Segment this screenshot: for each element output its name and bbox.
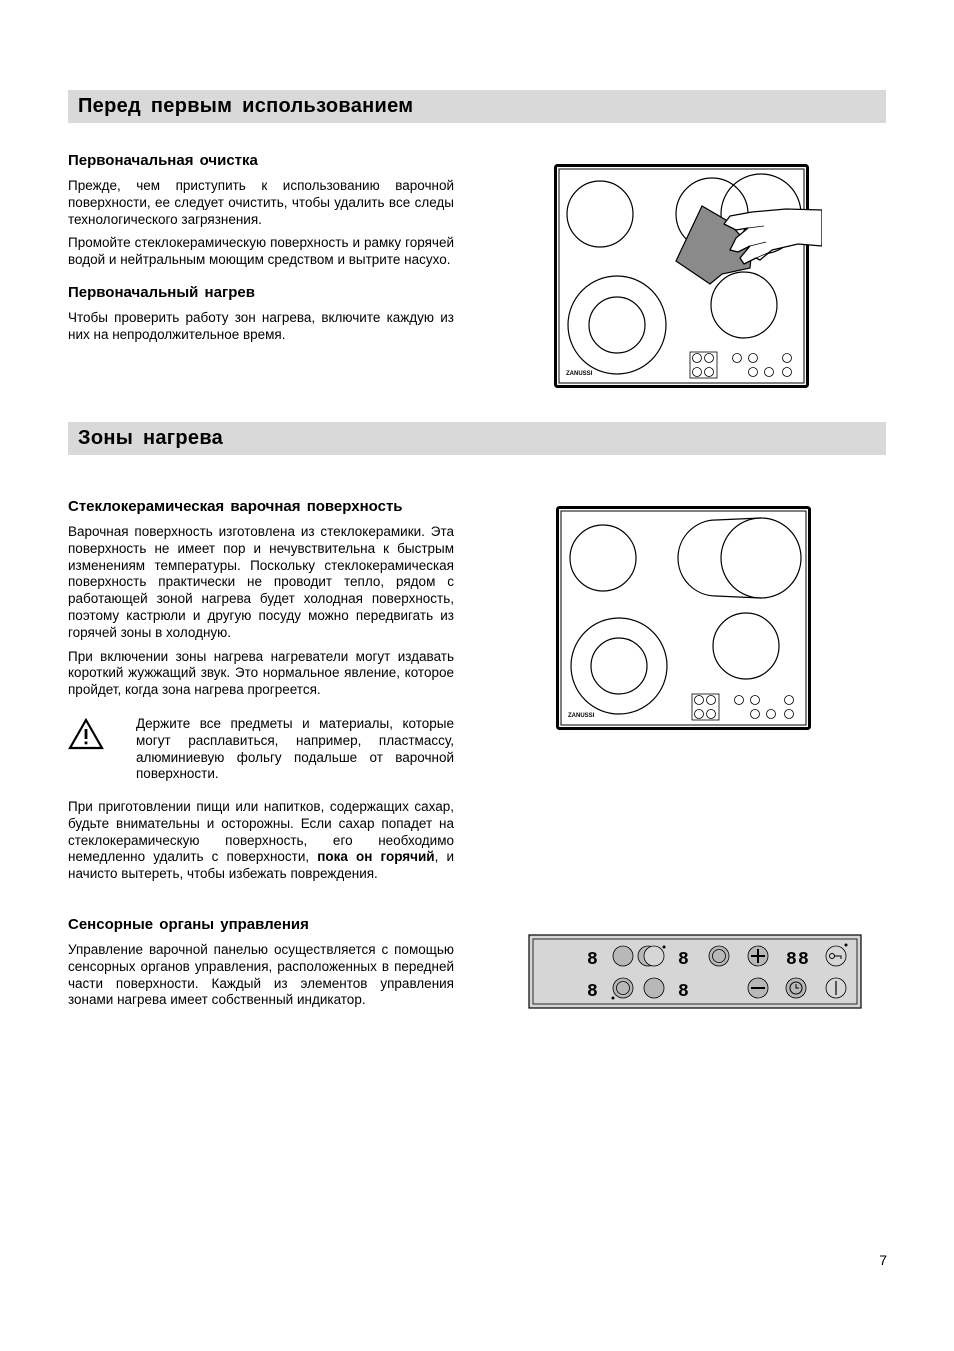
cleaning-paragraph-1: Прежде, чем приступить к использованию варочной поверхности, ее следует очистить, чтобы удалить все следы технологического загрязнения.	[68, 178, 454, 227]
ceramic-paragraph-2: При включении зоны нагрева нагреватели могут издавать короткий жужжащий звук. Это нормальное явление, которое пройдет, когда зона нагрева прогреется.	[68, 648, 454, 698]
zone-display: 8	[587, 950, 598, 970]
sugar-paragraph: При приготовлении пищи или напитков, содержащих сахар, будьте внимательны и осторожны. Если сахар попадет на стеклокерамическую поверхность, его необходимо немедленно удалить с поверхности, пока он горячий, и начисто вытереть, чтобы избежать повреждения.	[68, 799, 455, 882]
page-number: 7	[879, 1252, 887, 1268]
section-title: Зоны нагрева	[78, 427, 224, 449]
zone-display: 8	[587, 982, 598, 1002]
section-header-first-use	[68, 90, 886, 123]
heating-heading: Первоначальный нагрев	[68, 283, 255, 301]
zone-touch-key	[613, 946, 633, 966]
timer-display: 8	[798, 950, 809, 970]
ceramic-heading: Стеклокерамическая варочная поверхность	[68, 498, 403, 515]
dual-zone-key	[709, 946, 729, 966]
brand-logo: ZANUSSI	[566, 371, 593, 377]
zone-display: 8	[678, 950, 689, 970]
section-header-zones	[68, 422, 886, 455]
initial-cleaning-block	[68, 152, 454, 344]
ceramic-paragraph-1: Варочная поверхность изготовлена из стеклокерамики. Эта поверхность не имеет пор и нечувствительна к быстрым изменениям температуры. Поскольку стеклокерамическая поверхность практически не проводит тепло, рядом с работающей зоной нагрева будет холодная поверхность, поэтому кастрюли и другую посуду можно передвигать из горячей зоны в холодную.	[68, 524, 454, 640]
cleaning-paragraph-2: Промойте стеклокерамическую поверхность и рамку горячей водой и нейтральным моющим средством и вытрите насухо.	[68, 235, 454, 268]
zone-touch-key	[613, 978, 633, 998]
warning-text: Держите все предметы и материалы, которые могут расплавиться, например, пластмассу, алюминиевую фольгу подальше от варочной поверхности.	[136, 716, 454, 782]
zone-display: 8	[678, 982, 689, 1002]
hob-zones-illustration	[556, 506, 812, 731]
section-title: Перед первым использованием	[78, 95, 414, 117]
control-panel-illustration	[528, 934, 862, 1010]
cleaning-heading: Первоначальная очистка	[68, 152, 258, 169]
brand-logo: ZANUSSI	[568, 713, 595, 719]
controls-paragraph: Управление варочной панелью осуществляется с помощью сенсорных органов управления, расположенных в передней части поверхности. Каждый из элементов управления зонами нагрева имеет собственный индикатор.	[68, 942, 454, 1008]
ceramic-surface-block	[68, 498, 454, 699]
zone-touch-key	[644, 978, 664, 998]
hob-cleaning-illustration	[554, 164, 822, 390]
warning-icon	[68, 718, 104, 750]
timer-display: 8	[786, 950, 797, 970]
zone-touch-key	[644, 946, 664, 966]
controls-heading: Сенсорные органы управления	[68, 916, 309, 933]
heating-paragraph: Чтобы проверить работу зон нагрева, включите каждую из них на непродолжительное время.	[68, 309, 454, 342]
touch-controls-block	[68, 916, 454, 1009]
